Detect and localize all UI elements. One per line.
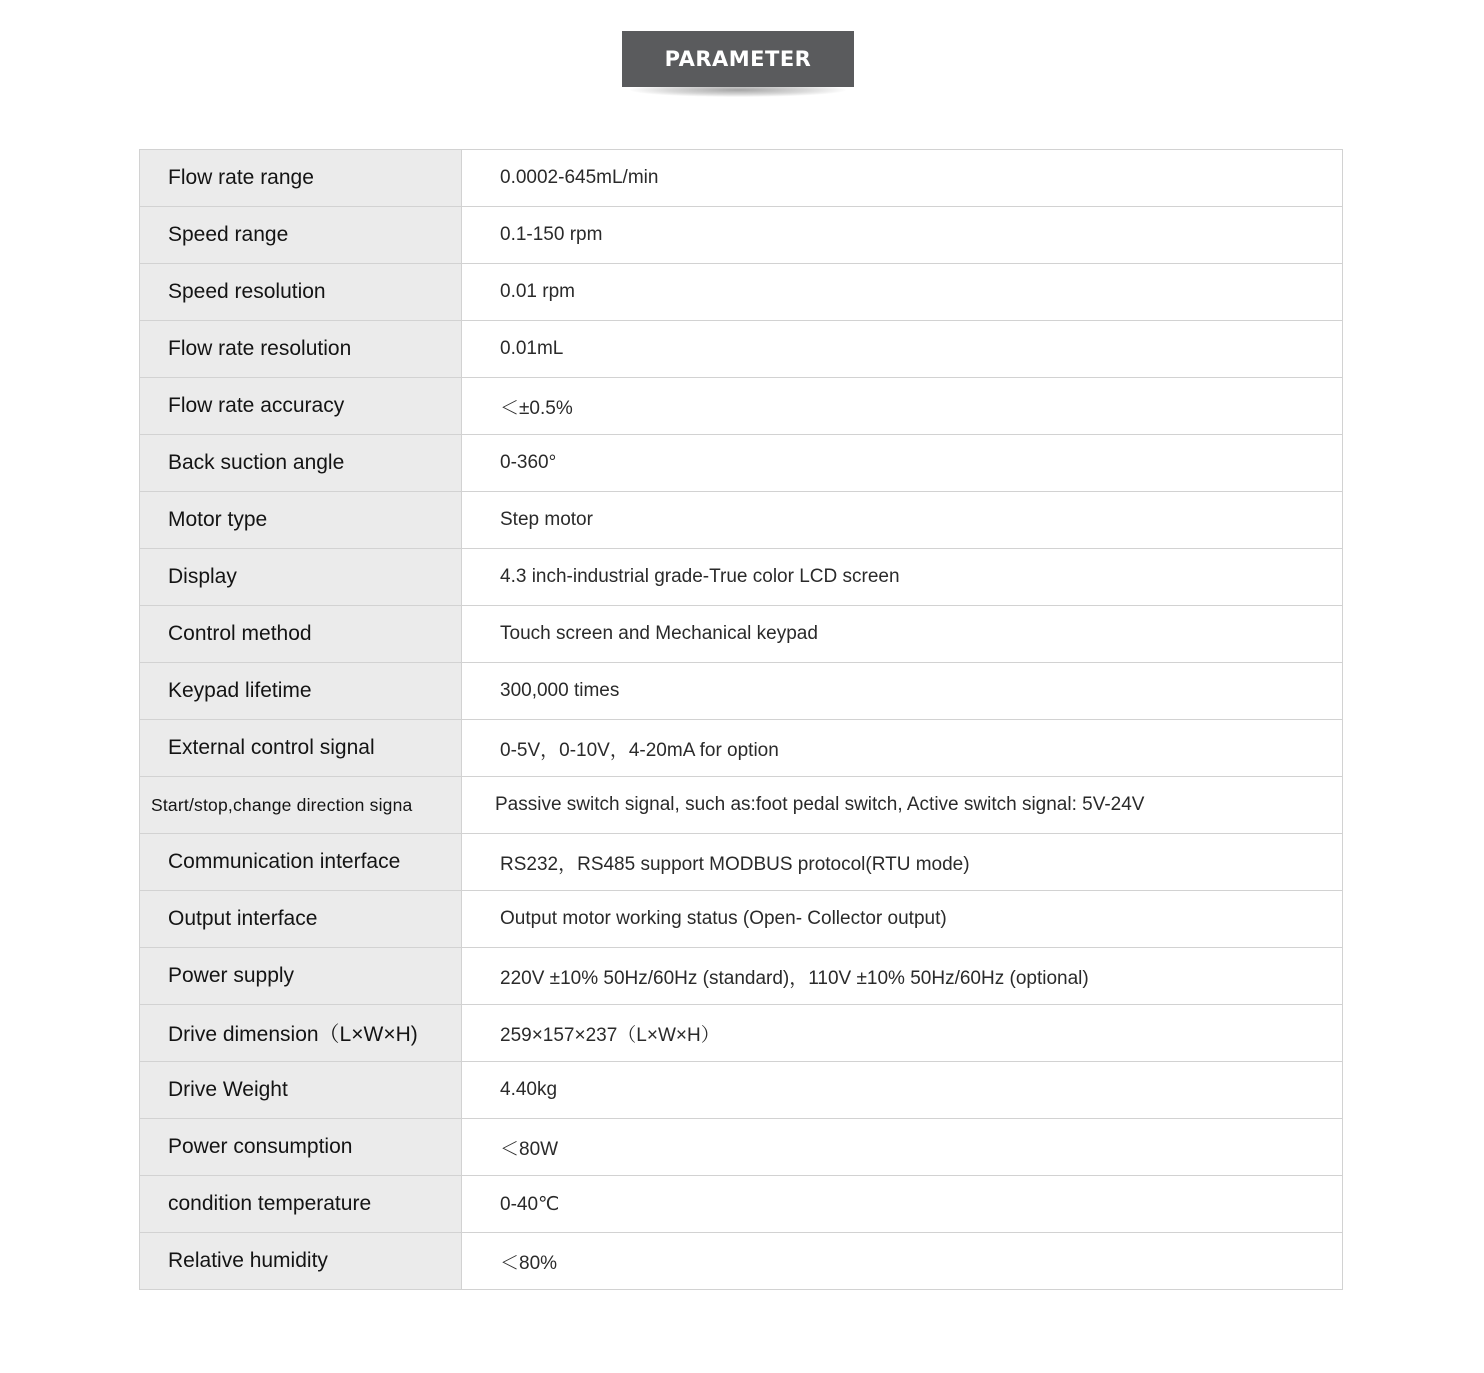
table-row bbox=[140, 891, 1343, 948]
table-row bbox=[140, 606, 1343, 663]
table-row bbox=[140, 1233, 1343, 1290]
table-row bbox=[140, 1005, 1343, 1062]
table-row bbox=[140, 264, 1343, 321]
param-label: Output interface bbox=[140, 891, 462, 948]
table-row bbox=[140, 321, 1343, 378]
table-row bbox=[140, 663, 1343, 720]
param-value: ＜80W bbox=[462, 1119, 1343, 1176]
param-value: 0.0002-645mL/min bbox=[462, 150, 1343, 207]
param-value: RS232，RS485 support MODBUS protocol(RTU mode) bbox=[462, 834, 1343, 891]
param-label: Power consumption bbox=[140, 1119, 462, 1176]
table-row bbox=[140, 1062, 1343, 1119]
param-label: External control signal bbox=[140, 720, 462, 777]
param-value: Step motor bbox=[462, 492, 1343, 549]
table-row bbox=[140, 1176, 1343, 1233]
param-label: Speed range bbox=[140, 207, 462, 264]
parameter-header bbox=[622, 31, 854, 87]
table-row bbox=[140, 948, 1343, 1005]
header-badge bbox=[622, 31, 854, 87]
param-label: Flow rate range bbox=[140, 150, 462, 207]
table-row bbox=[140, 777, 1343, 834]
param-value: Output motor working status (Open- Collector output) bbox=[462, 891, 1343, 948]
header-title: PARAMETER bbox=[664, 47, 812, 71]
param-value: Touch screen and Mechanical keypad bbox=[462, 606, 1343, 663]
param-value: 220V ±10% 50Hz/60Hz (standard)，110V ±10% 50Hz/60Hz (optional) bbox=[462, 948, 1343, 1005]
param-label: Drive dimension（L×W×H) bbox=[140, 1005, 462, 1062]
param-label: Drive Weight bbox=[140, 1062, 462, 1119]
table-row bbox=[140, 1119, 1343, 1176]
table-row bbox=[140, 834, 1343, 891]
param-value: 300,000 times bbox=[462, 663, 1343, 720]
param-value: 4.40kg bbox=[462, 1062, 1343, 1119]
table-row bbox=[140, 150, 1343, 207]
table-row bbox=[140, 549, 1343, 606]
param-value: 0-360° bbox=[462, 435, 1343, 492]
parameter-table bbox=[139, 149, 1343, 1290]
param-label: Power supply bbox=[140, 948, 462, 1005]
param-label: Flow rate accuracy bbox=[140, 378, 462, 435]
param-label: Start/stop,change direction signa bbox=[140, 777, 462, 834]
param-value: 0.01mL bbox=[462, 321, 1343, 378]
table-row bbox=[140, 435, 1343, 492]
table-row bbox=[140, 720, 1343, 777]
param-label: Control method bbox=[140, 606, 462, 663]
param-label: Flow rate resolution bbox=[140, 321, 462, 378]
param-label: Relative humidity bbox=[140, 1233, 462, 1290]
table-row bbox=[140, 207, 1343, 264]
param-label: Back suction angle bbox=[140, 435, 462, 492]
param-value: 0-40℃ bbox=[462, 1176, 1343, 1233]
param-label: Display bbox=[140, 549, 462, 606]
param-label: Motor type bbox=[140, 492, 462, 549]
param-value: ＜±0.5% bbox=[462, 378, 1343, 435]
param-value: 4.3 inch-industrial grade-True color LCD screen bbox=[462, 549, 1343, 606]
param-value: 0.01 rpm bbox=[462, 264, 1343, 321]
param-value: 0.1-150 rpm bbox=[462, 207, 1343, 264]
param-label: Communication interface bbox=[140, 834, 462, 891]
table-row bbox=[140, 378, 1343, 435]
param-value: 259×157×237（L×W×H） bbox=[462, 1005, 1343, 1062]
param-label: Keypad lifetime bbox=[140, 663, 462, 720]
param-value: ＜80% bbox=[462, 1233, 1343, 1290]
table-row bbox=[140, 492, 1343, 549]
param-value: Passive switch signal, such as:foot pedal switch, Active switch signal: 5V-24V bbox=[462, 777, 1343, 834]
param-label: condition temperature bbox=[140, 1176, 462, 1233]
param-value: 0-5V，0-10V，4-20mA for option bbox=[462, 720, 1343, 777]
param-label: Speed resolution bbox=[140, 264, 462, 321]
